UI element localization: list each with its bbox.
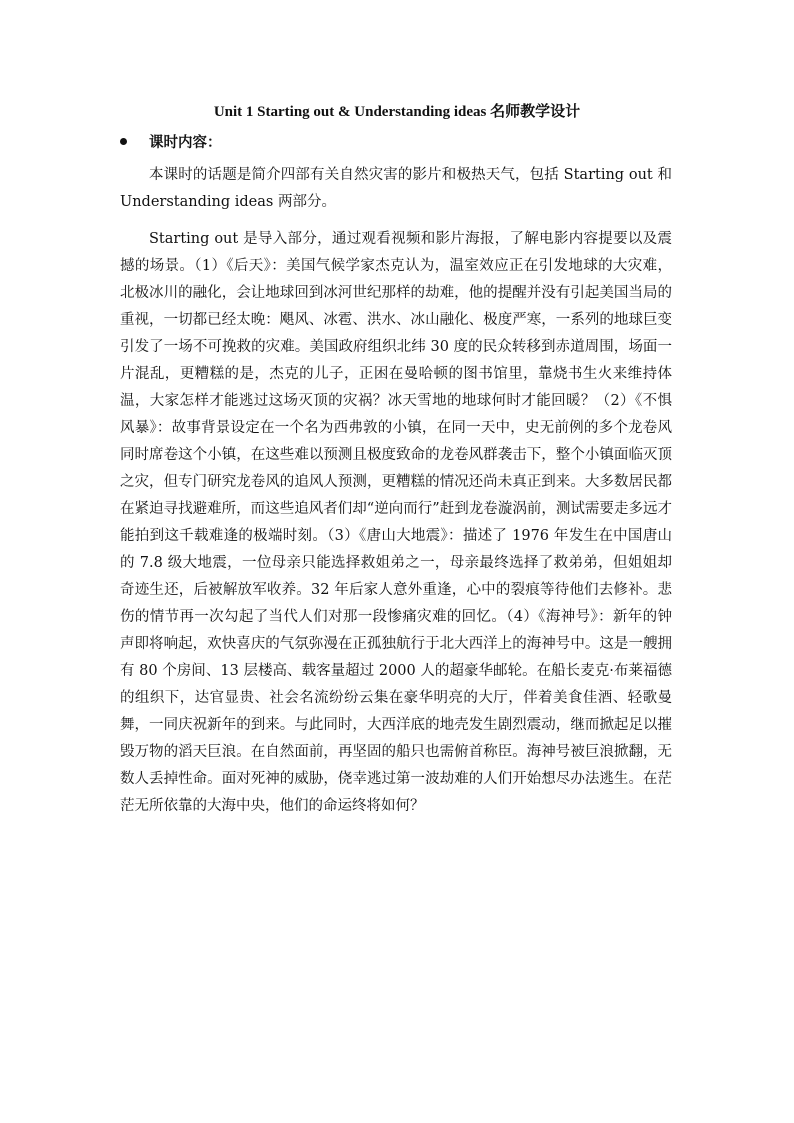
paragraph-intro: 本课时的话题是简介四部有关自然灾害的影片和极热天气，包括 Starting out 和 Understanding ideas 两部分。 xyxy=(120,167,672,210)
section-heading xyxy=(120,131,222,155)
bullet-icon xyxy=(120,138,127,145)
paragraph-starting-out: Starting out 是导入部分，通过观看视频和影片海报，了解电影内容提要以及震撼的场景。（1）《后天》：美国气候学家杰克认为，温室效应正在引发地球的大灾难，北极冰川的融化，会让地球回到冰河世纪那样的劫难，他的提醒并没有引起美国当局的重视，一切都已经太晚：飓风、冰雹、洪水、冰山融化、极度严寒，一系列的地球巨变引发了一场不可挽救的灾难。美国政府组织北纬 30 度的民众转移到赤道周围，场面一片混乱，更糟糕的是，杰克的儿子，正困在曼哈顿的图书馆里，靠烧书生火来维持体温，大家怎样才能逃过这场灭顶的灾祸？冰天雪地的地球何时才能回暖？（2）《不惧风暴》：故事背景设定在一个名为西弗敦的小镇，在同一天中，史无前例的多个龙卷风同时席卷这个小镇，在这些难以预测且极度致命的龙卷风群袭击下，整个小镇面临灭顶之灾，但专门研究龙卷风的追风人预测，更糟糕的情况还尚未真正到来。大多数居民都在紧迫寻找避难所，而这些追风者们却“逆向而行”赶到龙卷漩涡前，测试需要走多远才能拍到这千载难逢的极端时刻。（3）《唐山大地震》：描述了 1976 年发生在中国唐山的 7.8 级大地震，一位母亲只能选择救姐弟之一，母亲最终选择了救弟弟，但姐姐却奇迹生还，后被解放军收养。32 年后家人意外重逢，心中的裂痕等待他们去修补。悲伤的情节再一次勾起了当代人们对那一段惨痛灾难的回忆。（4）《海神号》：新年的钟声即将响起，欢快喜庆的气氛弥漫在正孤独航行于北大西洋上的海神号中。这是一艘拥有 80 个房间、13 层楼高、载客量超过 2000 人的超豪华邮轮。在船长麦克·布莱福德的组织下，达官显贵、社会名流纷纷云集在豪华明亮的大厅，伴着美食佳酒、轻歌曼舞，一同庆祝新年的到来。与此同时，大西洋底的地壳发生剧烈震动，继而掀起足以摧毁万物的滔天巨浪。在自然面前，再坚固的船只也需俯首称臣。海神号被巨浪掀翻，无数人丢掉性命。面对死神的威胁，侥幸逃过第一波劫难的人们开始想尽办法逃生。在茫茫无所依靠的大海中央，他们的命运终将如何？ xyxy=(120,231,672,814)
section-heading-text: 课时内容： xyxy=(149,134,222,151)
document-title: Unit 1 Starting out & Understanding ideas 名师教学设计 xyxy=(213,104,581,120)
